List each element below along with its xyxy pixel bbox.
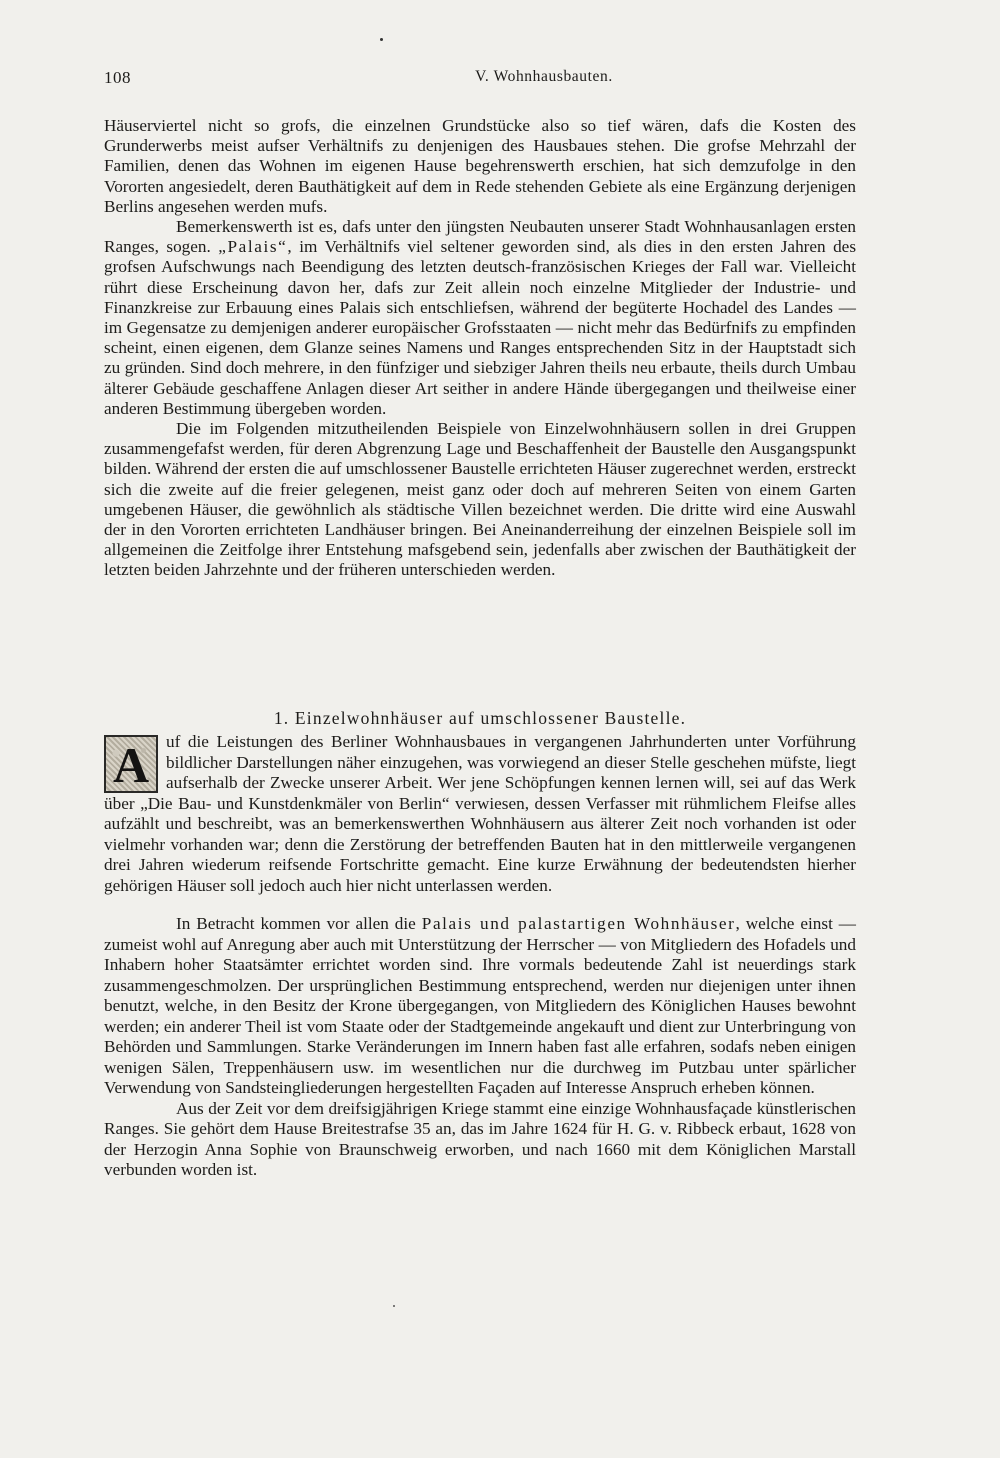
running-head <box>104 68 864 92</box>
intro-text <box>104 116 856 581</box>
term-palais: „Palais“ <box>218 237 288 257</box>
paragraph-leistungen <box>104 732 856 896</box>
paragraph-betracht-lead: In Betracht kommen vor allen die <box>176 914 416 933</box>
paragraph-leistungen-text: uf die Leistungen des Berliner Wohnhausbaues in vergangenen Jahrhunderten unter Vorführung bildlicher Darstellungen näher einzugehen, was vorwiegend an dieser Stelle geschehen müfste, liegt aufserhalb der Zwecke unserer Arbeit. Wer jene Schöpfungen kennen lernen will, sei auf das Werk über „Die Bau- und Kunstdenkmäler von Berlin“ verwiesen, dessen Verfasser mit rühmlichem Fleifse alles aufzählt und beschreibt, was an bemerkenswerthen Wohnhäusern aus älterer Zeit noch vorhanden ist oder vielmehr vorhanden war; denn die Zerstörung der betreffenden Bauten hat in den mittlerweile vergangenen drei Jahren wiederum reifsende Fortschritte gemacht. Eine kurze Erwähnung der bedeutendsten hierher gehörigen Häuser soll jedoch auch hier nicht unterlassen werden. <box>104 732 856 895</box>
section-text <box>104 732 856 1181</box>
paragraph-palais-lead: Bemerkenswerth ist es, dafs unter den jüngsten Neubauten unserer Stadt Wohnhausanlagen ersten Ranges, sogen. <box>104 217 856 257</box>
dropcap-letter: A <box>112 737 150 793</box>
paragraph-gap <box>104 896 856 914</box>
dropcap-ornament <box>104 735 158 793</box>
paragraph-betracht-rest: , welche einst — zumeist wohl auf Anregung aber auch mit Unterstützung der Herrscher — von Mitgliedern des Hofadels und Inhabern hoher Staatsämter errichtet worden sind. Ihre vormals bedeutende Zahl ist neuerdings stark zusammengeschmolzen. Der ursprünglichen Bestimmung entsprechend, werden nur diejenigen unter ihnen benutzt, welche, in den Besitz der Krone übergegangen, von Mitgliedern des Königlichen Hauses bewohnt werden; ein anderer Theil ist vom Staate oder der Stadtgemeinde angekauft und dient zur Unterbringung von Behörden und Sammlungen. Starke Veränderungen im Innern haben fast alle erfahren, sodafs neben einigen wenigen Sälen, Treppenhäusern usw. im wesentlichen nur die durchweg im Putzbau unter spärlicher Verwendung von Sandsteingliederungen hergestellten Façaden auf Interesse Anspruch erheben können. <box>104 914 856 1097</box>
print-speck-bottom <box>393 1305 395 1307</box>
paragraph-continuation: Häuserviertel nicht so grofs, die einzelnen Grundstücke also so tief wären, dafs die Kosten des Grunderwerbs meist aufser Verhältnifs zu denjenigen des Hausbaues stehen. Die grofse Mehrzahl der Familien, denen das Wohnen im eigenen Hause begehrenswerth erschien, hat sich demzufolge in den Vororten angesiedelt, deren Bauthätigkeit auf dem in Rede stehenden Gebiete als eine Ergänzung derjenigen Berlins angesehen werden mufs. <box>104 116 856 216</box>
page-number: 108 <box>104 68 131 87</box>
paragraph-groups: Die im Folgenden mitzutheilenden Beispiele von Einzelwohnhäusern sollen in drei Gruppen zusammengefafst werden, für deren Abgrenzung Lage und Beschaffenheit der Baustelle den Ausgangspunkt bilden. Während der ersten die auf umschlossener Baustelle errichteten Häuser zugerechnet werden, erstreckt sich die zweite auf die freier gelegenen, meist ganz oder doch auf mehreren Seiten von einem Garten umgebenen Häuser, die gewöhnlich als städtische Villen bezeichnet werden. Die dritte wird eine Auswahl der in den Vororten errichteten Landhäuser bringen. Bei Aneinanderreihung der einzelnen Beispiele soll im allgemeinen die Zeitfolge ihrer Entstehung mafsgebend sein, jedenfalls aber zwischen der Bauthätigkeit der letzten beiden Jahrzehnte und der früheren unterschieden werden. <box>104 419 856 580</box>
section-heading: 1. Einzelwohnhäuser auf umschlossener Baustelle. <box>273 708 687 728</box>
paragraph-betracht <box>104 914 856 1099</box>
term-palais-wohnhaeuser: Palais und palastartigen Wohnhäuser <box>421 914 736 933</box>
paragraph-breitestrasse: Aus der Zeit vor dem dreifsigjährigen Kriege stammt eine einzige Wohnhausfaçade künstlerischen Ranges. Sie gehört dem Hause Breitestrafse 35 an, das im Jahre 1624 für H. G. v. Ribbeck erbaut, 1628 von der Herzogin Anna Sophie von Braunschweig erworben, und nach 1660 mit dem Königlichen Marstall verbunden worden ist. <box>104 1098 856 1179</box>
paragraph-palais <box>104 217 856 419</box>
running-head-title: V. Wohnhausbauten. <box>475 68 613 85</box>
print-speck <box>380 38 383 41</box>
paragraph-palais-rest: , im Verhältnifs viel seltener geworden sind, als dies in den ersten Jahren des grofsen Aufschwungs nach Beendigung des letzten deutsch-französischen Krieges der Fall war. Vielleicht rührt diese Erscheinung davon her, dafs zur Zeit allein noch einzelne Mitglieder der Industrie- und Finanzkreise zur Erbauung eines Palais sich entschliefsen, während der begüterte Hochadel des Landes — im Gegensatze zu demjenigen anderer europäischer Grofsstaaten — nicht mehr das Bedürfnifs zu empfinden scheint, einen eigenen, dem Glanze seines Namens und Ranges entsprechenden Sitz in der Hauptstadt sich zu gründen. Sind doch mehrere, in den fünfziger und siebziger Jahren theils neu erbaute, theils durch Umbau älterer Gebäude geschaffene Anlagen dieser Art seither in andere Hände übergegangen und theilweise einer anderen Bestimmung übergeben worden. <box>104 237 857 418</box>
